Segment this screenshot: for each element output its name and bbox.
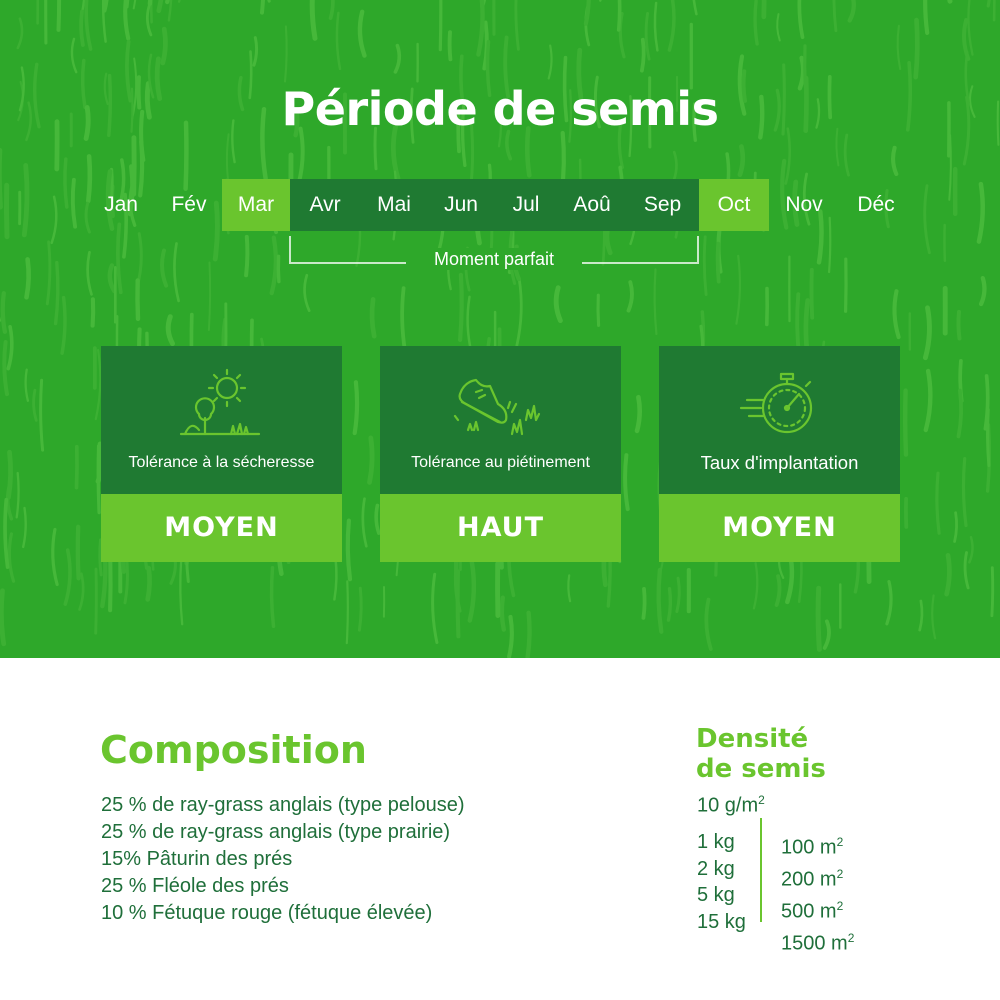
grass-stroke [894, 291, 898, 337]
grass-stroke [0, 150, 1, 207]
grass-stroke [692, 0, 696, 14]
grass-stroke [26, 370, 28, 401]
grass-stroke [96, 569, 97, 633]
grass-stroke [586, 0, 589, 24]
grass-stroke [78, 527, 79, 579]
grass-stroke [920, 601, 922, 630]
month-may: Mai [359, 179, 429, 231]
grass-stroke [600, 0, 603, 1]
grass-stroke [528, 613, 530, 658]
grass-stroke [168, 317, 172, 344]
grass-stroke [163, 29, 166, 63]
grass-stroke [786, 129, 790, 184]
grass-stroke [988, 410, 989, 466]
grass-stroke [947, 555, 950, 594]
grass-stroke [9, 534, 13, 581]
sun-tree-icon [171, 368, 271, 440]
month-sep: Sep [625, 179, 700, 231]
grass-stroke [619, 0, 620, 30]
list-item: 25 % de ray-grass anglais (type prairie) [101, 821, 451, 843]
grass-stroke [93, 299, 94, 325]
grass-stroke [41, 380, 43, 450]
month-aug: Aoû [558, 179, 626, 231]
grass-stroke [27, 259, 29, 297]
grass-stroke [981, 278, 984, 304]
card-value: HAUT [380, 494, 621, 562]
grass-stroke [137, 281, 138, 319]
grass-stroke [359, 588, 361, 630]
grass-stroke [925, 186, 930, 253]
establishment-rate-card [659, 346, 900, 562]
grass-stroke [777, 576, 780, 605]
weight-value: 1 kg [697, 831, 735, 853]
grass-stroke [470, 563, 474, 621]
grass-stroke [834, 0, 836, 31]
grass-stroke [887, 582, 891, 624]
grass-stroke [811, 270, 812, 318]
grass-stroke [56, 263, 58, 324]
composition-list [101, 792, 465, 927]
area-value: 500 $m^2$ [781, 899, 844, 923]
grass-stroke [629, 282, 632, 311]
grass-stroke [568, 575, 570, 601]
grass-stroke [34, 390, 37, 420]
grass-stroke [125, 555, 127, 603]
grass-stroke [625, 455, 628, 509]
grass-stroke [517, 278, 521, 346]
grass-stroke [272, 568, 274, 627]
grass-stroke [659, 570, 662, 632]
grass-stroke [370, 438, 373, 483]
grass-stroke [305, 275, 310, 310]
grass-stroke [818, 588, 819, 649]
grass-stroke [718, 244, 719, 282]
month-nov: Nov [785, 193, 823, 216]
grass-stroke [254, 38, 257, 66]
grass-stroke [18, 19, 22, 48]
grass-stroke [86, 0, 90, 49]
grass-stroke [450, 32, 451, 59]
grass-stroke [926, 371, 931, 430]
grass-stroke [81, 12, 83, 45]
weight-value: 2 kg [697, 857, 735, 880]
grass-stroke [643, 589, 644, 618]
grass-stroke [948, 0, 950, 1]
grass-stroke [655, 269, 657, 334]
grass-stroke [988, 0, 990, 6]
grass-stroke [337, 13, 340, 69]
grass-stroke [59, 0, 60, 30]
grass-stroke [47, 242, 50, 304]
grass-stroke [266, 0, 269, 1]
grass-stroke [799, 0, 802, 37]
grass-stroke [516, 0, 519, 49]
grass-stroke [937, 473, 939, 533]
grass-stroke [3, 293, 5, 332]
grass-stroke [478, 0, 482, 55]
grass-stroke [77, 447, 78, 488]
grass-stroke [65, 159, 67, 207]
grass-stroke [150, 0, 151, 4]
grass-stroke [246, 237, 247, 275]
grass-stroke [395, 46, 399, 72]
grass-stroke [88, 252, 92, 294]
grass-stroke [646, 13, 649, 59]
density-divider [760, 818, 762, 922]
grass-stroke [360, 12, 365, 56]
grass-stroke [72, 39, 76, 72]
grass-stroke [65, 550, 70, 604]
grass-stroke [740, 147, 743, 175]
grass-stroke [179, 0, 181, 2]
month-oct: Oct [699, 179, 769, 231]
weight-value: 15 kg [697, 910, 746, 933]
grass-stroke [963, 459, 966, 526]
grass-stroke [669, 589, 671, 621]
grass-stroke [959, 391, 962, 437]
page-title: Période de semis [281, 82, 719, 136]
grass-stroke [502, 598, 504, 630]
grass-stroke [334, 557, 336, 599]
grass-stroke [24, 165, 27, 235]
card-value: MOYEN [101, 494, 342, 562]
grass-stroke [209, 263, 210, 331]
grass-stroke [52, 197, 57, 243]
month-jun: Jun [428, 179, 494, 231]
grass-stroke [355, 382, 357, 433]
grass-stroke [6, 185, 7, 236]
density-areas [781, 829, 854, 958]
grass-stroke [347, 581, 348, 643]
grass-stroke [965, 553, 968, 588]
grass-stroke [509, 617, 512, 657]
grass-stroke [932, 596, 935, 639]
perfect-period-label: Moment parfait [406, 248, 582, 270]
grass-stroke [331, 0, 333, 18]
density-rate: 10 $g/m^2$ [697, 793, 765, 817]
grass-stroke [134, 0, 137, 8]
grass-stroke [825, 621, 829, 648]
composition-title: Composition [100, 728, 367, 772]
grass-stroke [642, 40, 644, 71]
grass-stroke [669, 0, 674, 50]
grass-stroke [955, 513, 957, 542]
month-jul: Jul [493, 179, 559, 231]
grass-stroke [23, 508, 26, 547]
grass-stroke [925, 0, 927, 33]
grass-stroke [898, 26, 901, 69]
grass-stroke [363, 499, 366, 547]
month-mar: Mar [222, 179, 290, 231]
month-apr: Avr [290, 179, 360, 231]
grass-stroke [968, 0, 972, 55]
grass-stroke [440, 0, 441, 50]
grass-stroke [162, 251, 166, 286]
grass-stroke [468, 297, 472, 353]
density-weights [697, 829, 746, 935]
month-dec: Déc [857, 193, 895, 216]
grass-stroke [53, 530, 57, 585]
grass-stroke [704, 237, 706, 295]
grass-stroke [174, 244, 178, 301]
grass-stroke [850, 0, 854, 21]
grass-stroke [677, 578, 679, 611]
drought-tolerance-card [101, 346, 342, 562]
month-feb: Fév [171, 193, 207, 216]
list-item: 15% Pâturin des prés [101, 848, 293, 870]
card-label: Tolérance à la sécheresse [128, 454, 315, 471]
grass-stroke [62, 298, 65, 354]
grass-stroke [73, 180, 75, 227]
grass-stroke [285, 26, 287, 81]
grass-stroke [262, 0, 264, 13]
grass-stroke [1, 591, 3, 644]
grass-stroke [706, 600, 710, 649]
grass-stroke [992, 568, 993, 616]
grass-stroke [278, 256, 279, 281]
grass-stroke [372, 299, 374, 336]
list-item: 25 % de ray-grass anglais (type pelouse) [101, 794, 465, 816]
grass-stroke [17, 473, 19, 517]
list-item: 10 % Fétuque rouge (fétuque élevée) [101, 902, 433, 924]
stopwatch-icon [729, 368, 829, 440]
grass-stroke [159, 0, 163, 11]
grass-stroke [433, 574, 437, 642]
grass-stroke [979, 184, 983, 242]
grass-stroke [98, 446, 99, 513]
shoe-grass-icon [450, 368, 550, 440]
grass-stroke [272, 238, 276, 294]
grass-stroke [637, 397, 640, 431]
area-value: 100 $m^2$ [781, 835, 844, 859]
grass-stroke [893, 148, 896, 174]
grass-stroke [598, 295, 599, 325]
grass-stroke [755, 1, 757, 44]
grass-stroke [958, 312, 959, 339]
card-label: Taux d'implantation [700, 452, 859, 473]
list-item: 25 % Fléole des prés [101, 875, 289, 897]
grass-stroke [969, 537, 972, 562]
grass-stroke [105, 0, 108, 11]
month-jan: Jan [104, 193, 138, 216]
grass-stroke [736, 256, 740, 324]
card-label: Tolérance au piétinement [411, 454, 590, 471]
grass-stroke [348, 521, 350, 580]
card-value: MOYEN [659, 494, 900, 562]
grass-stroke [845, 135, 848, 175]
grass-stroke [556, 288, 560, 321]
grass-stroke [180, 559, 182, 624]
grass-stroke [754, 563, 757, 608]
grass-stroke [460, 275, 462, 340]
weight-value: 5 kg [697, 884, 735, 906]
grass-stroke [312, 0, 315, 38]
grass-stroke [549, 46, 552, 79]
grass-stroke [8, 327, 12, 369]
grass-stroke [777, 14, 780, 40]
grass-stroke [916, 20, 918, 77]
grass-stroke [905, 391, 906, 455]
grass-stroke [925, 308, 929, 358]
area-value: 200 $m^2$ [781, 867, 844, 891]
area-value: 1500 $m^2$ [781, 931, 855, 956]
grass-stroke [5, 500, 8, 567]
grass-stroke [169, 0, 172, 20]
density-title: Densité de semis [696, 724, 826, 784]
trampling-tolerance-card [380, 346, 621, 562]
grass-stroke [118, 224, 121, 292]
grass-stroke [110, 265, 114, 291]
grass-stroke [376, 506, 379, 534]
grass-stroke [402, 288, 405, 352]
grass-stroke [298, 129, 302, 185]
grass-stroke [148, 568, 150, 599]
grass-stroke [655, 3, 657, 50]
